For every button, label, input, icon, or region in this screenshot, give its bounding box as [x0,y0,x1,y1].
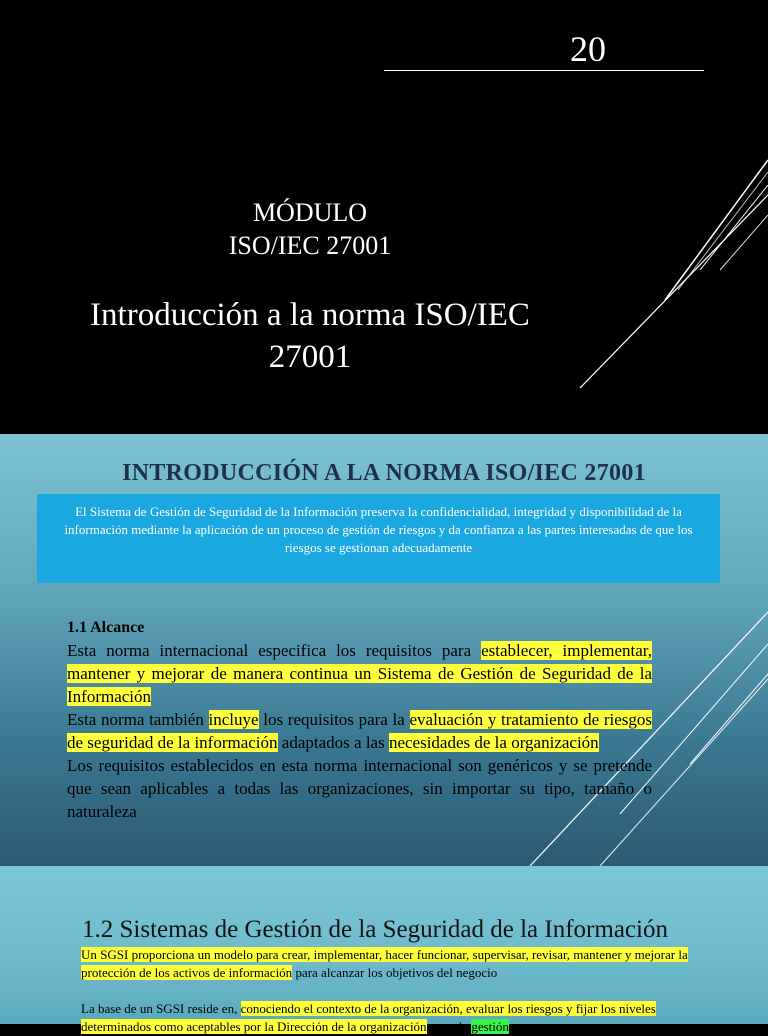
scope-paragraph-2 [67,708,652,754]
decorative-lines [0,0,768,434]
highlighted-text: necesidades de la organización [388,733,599,752]
slide-title-line2: 27001 [268,339,352,375]
text-run: Esta norma también [67,710,209,729]
slide-title-line1: Introducción a la norma ISO/IEC [90,297,530,333]
sgsi-slide [0,866,768,1034]
section-title: 1.2 Sistemas de Gestión de la Seguridad de la Información [82,916,668,943]
page-number: 20 [570,29,606,69]
text-run: La base de un SGSI reside en, [81,1001,241,1016]
text-run: Esta norma internacional especifica los requisitos para [67,641,482,660]
introduction-slide [0,434,768,866]
sgsi-paragraph-1 [81,946,699,982]
spacer [81,982,699,1000]
sgsi-paragraph-2 [81,1000,699,1036]
highlighted-text: Un SGSI proporciona un modelo para crear, implementar, hacer funcionar, supervisar, revisar, mantener y mejorar la protección de los activos de información [81,947,688,980]
text-run: , para la [426,1019,472,1034]
scope-heading: 1.1 Alcance [67,619,145,636]
definition-box [37,494,720,583]
highlighted-text: conociendo el contexto de la organización, evaluar los riesgos y fijar los niveles determinados como aceptables por la Dirección de la organización [81,1001,656,1034]
green-highlighted-text: gestión [471,1019,509,1034]
text-run: adaptados a las [277,733,389,752]
definition-text: El Sistema de Gestión de Seguridad de la Información preserva la confidencialidad, integridad y disponibilidad de la información mediante la aplicación de un proceso de gestión de riesgos y da confianza a las partes interesadas de que los riesgos se gestionan adecuadamente [64,504,693,555]
highlighted-text: incluye [208,710,259,729]
highlighted-text: establecer, implementar, mantener y mejorar de manera continua un Sistema de Gestión de Seguridad de la Información [67,641,652,706]
module-name: ISO/IEC 27001 [228,231,392,260]
title-slide [0,0,768,434]
scope-section [67,616,652,823]
sgsi-body [81,946,699,1036]
section-title: INTRODUCCIÓN A LA NORMA ISO/IEC 27001 [122,460,646,486]
highlighted-text: evaluación y tratamiento de riesgos de seguridad de la información [67,710,653,752]
text-run: para alcanzar los objetivos del negocio [292,965,498,980]
text-run: los requisitos para la [258,710,410,729]
scope-paragraph-1 [67,639,652,708]
scope-paragraph-3: Los requisitos establecidos en esta norma internacional son genéricos y se pretende que sean aplicables a todas las organizaciones, sin importar su tipo, tamaño o naturaleza [67,756,652,821]
module-label: MÓDULO [252,198,368,227]
